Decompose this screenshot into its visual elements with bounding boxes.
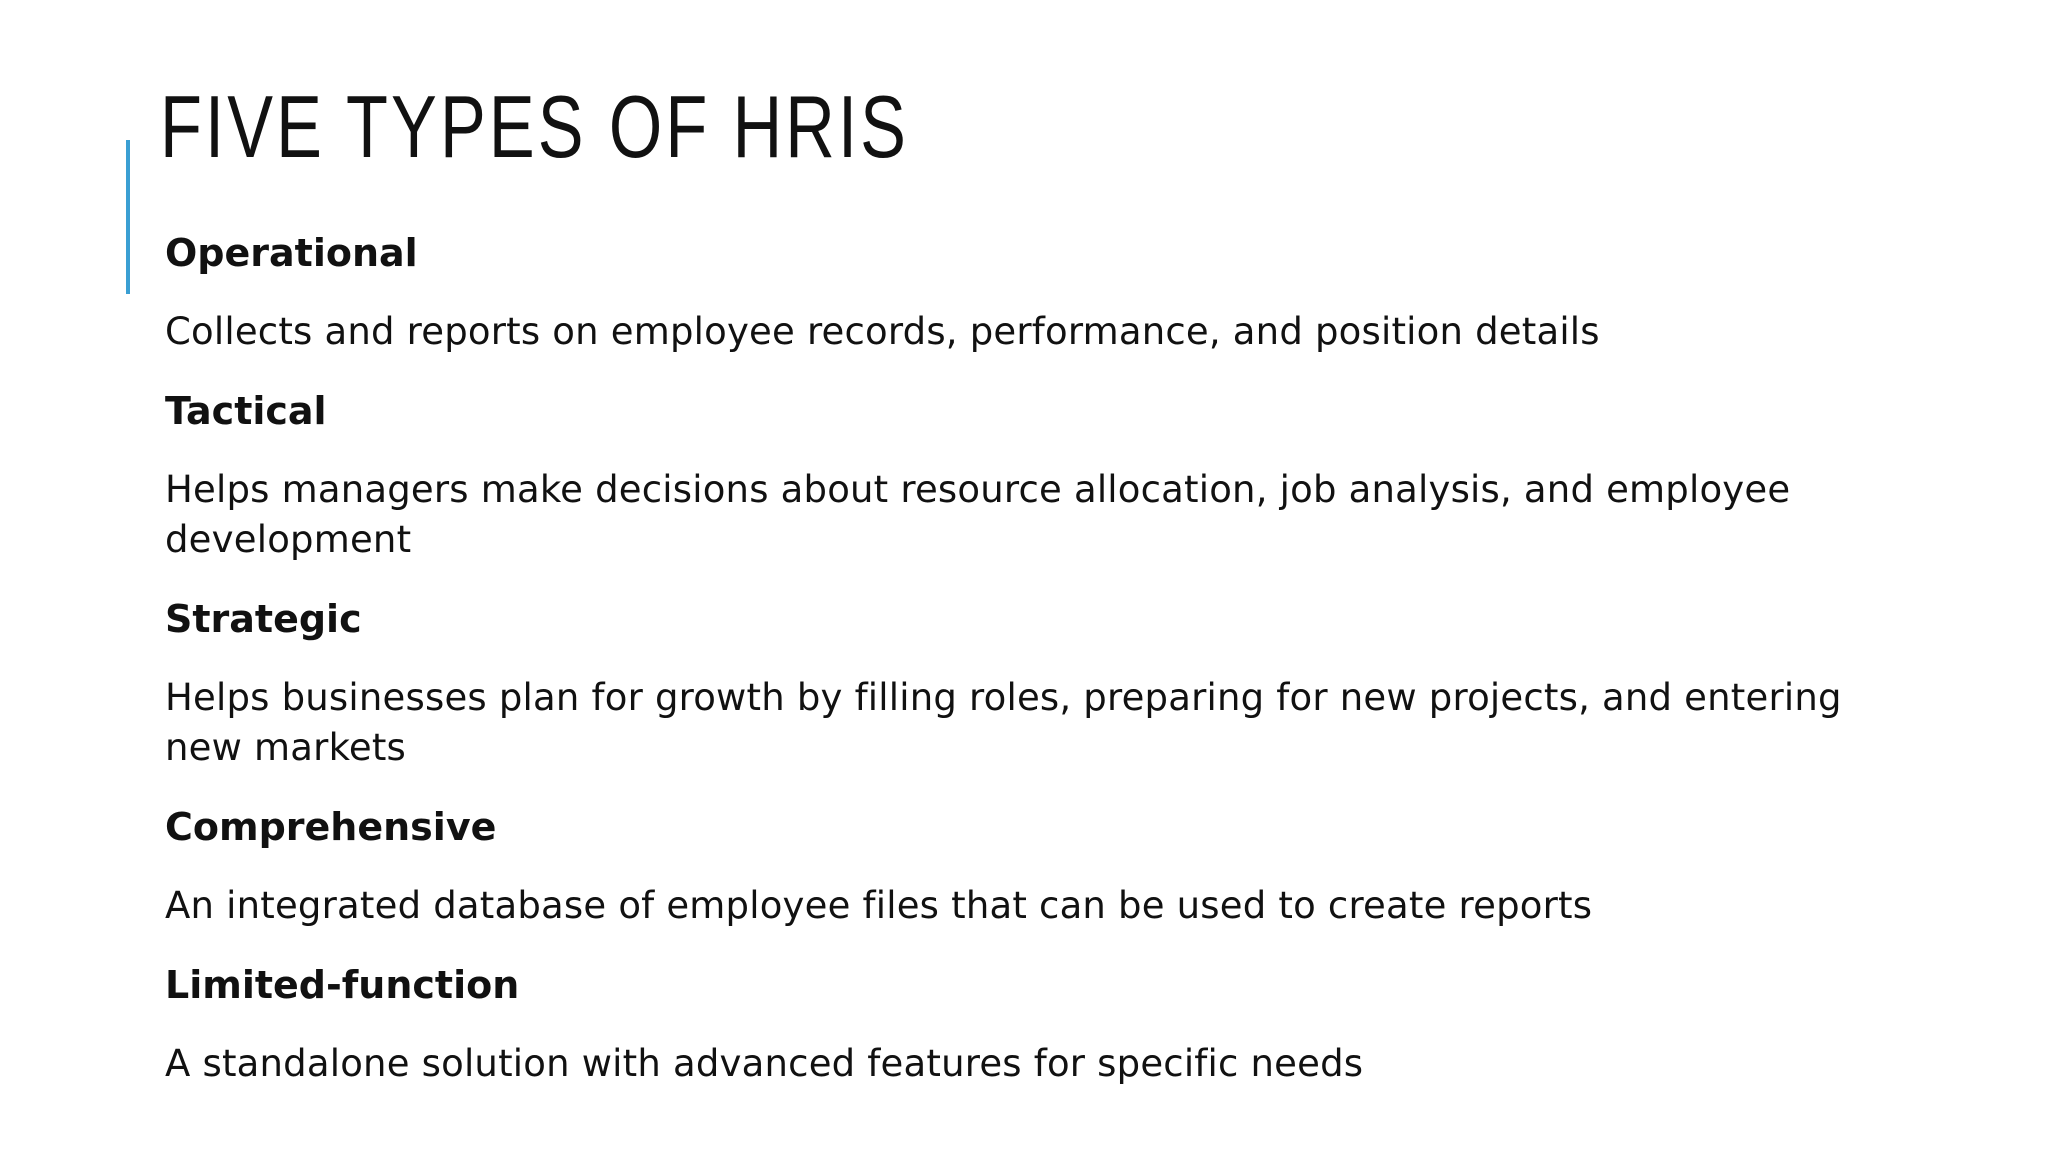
list-item (165, 960, 1925, 1089)
list-item (165, 386, 1925, 565)
slide-title: FIVE TYPES OF HRIS (160, 77, 910, 176)
item-heading: Comprehensive (165, 805, 497, 849)
item-heading: Tactical (165, 389, 327, 433)
item-heading: Limited-function (165, 963, 520, 1007)
item-heading: Operational (165, 231, 418, 275)
item-description: An integrated database of employee files that can be used to create reports (165, 884, 1593, 927)
list-item (165, 228, 1925, 357)
list-item (165, 594, 1925, 773)
item-heading: Strategic (165, 597, 362, 641)
slide-content (165, 228, 1925, 1118)
list-item (165, 802, 1925, 931)
item-description: Collects and reports on employee records, performance, and position details (165, 310, 1600, 353)
item-description: A standalone solution with advanced features for specific needs (165, 1042, 1364, 1085)
item-description: Helps managers make decisions about resource allocation, job analysis, and employee development (165, 468, 1791, 561)
item-description: Helps businesses plan for growth by filling roles, preparing for new projects, and entering new markets (165, 676, 1842, 769)
title-accent-bar (126, 140, 130, 294)
